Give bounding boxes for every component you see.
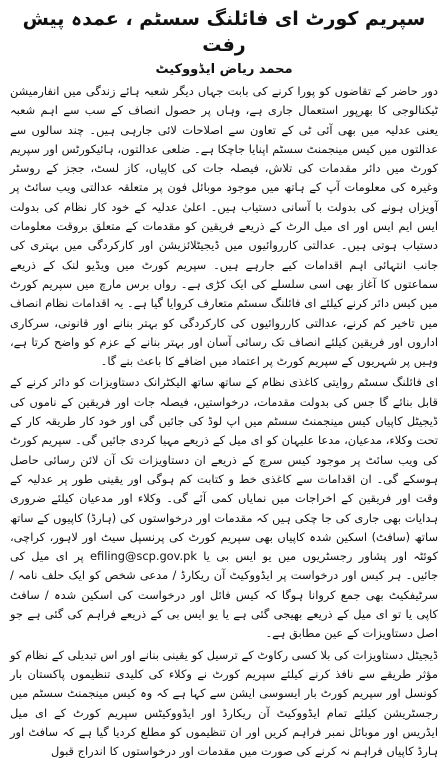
article-body xyxy=(10,82,438,761)
article-headline: سپریم کورٹ ای فائلنگ سسٹم ، عمدہ پیش رفت xyxy=(22,8,426,56)
article-paragraph-1: دور حاضر کے تقاضوں کو پورا کرنے کی بابت جہاں دیگر شعبہ ہائے زندگی میں انفارمیشن ٹیکنالوجی کا بھرپور استعمال جاری ہے، وہاں پر حصول انصاف کے سب سے اہم شعبہ یعنی عدلیہ میں بھی آئی ٹی کے تعاون سے اصلاحات لائی جارہی ہیں۔ چند سالوں سے عدالتوں میں کیس مینجمنٹ سسٹم اپنایا جاچکا ہے۔ ضلعی عدالتوں، ہائیکورٹس اور سپریم کورٹ میں دائر مقدمات کی تلاش، فیصلہ جات کی کاپیاں، کاز لسٹ، ججز کے روسٹر وغیرہ کی معلومات آپ کے ہاتھ میں موجود موبائل فون پر متعلقہ عدالتی ویب سائٹ پر آویزاں ہونے کی بدولت با آسانی دستیاب ہیں۔ اعلیٰ عدلیہ کے خود کار نظام کی بدولت ایس ایم ایس اور ای میل الرٹ کے ذریعے فریقین کو مقدمات کے متعلق بروقت معلومات دستیاب ہوتی ہیں۔ عدالتی کارروائیوں میں ڈیجیٹلائزیشن اور کارکردگی میں بہتری کی جانب انتہائی اہم اقدامات کیے جارہے ہیں۔ سپریم کورٹ میں ویڈیو لنک کے ذریعے سماعتوں کا آغاز بھی اسی سلسلے کی ایک کڑی ہے۔ رواں برس مارچ میں سپریم کورٹ میں کیس دائر کرنے کیلئے ای فائلنگ سسٹم متعارف کروایا گیا ہے۔ یہ اقدامات نظام انصاف میں تاخیر کم کرنے، عدالتی کارروائیوں کی کارکردگی کو بہتر بنانے اور قانونی، سرکاری اداروں اور فریقین کیلئے انصاف تک رسائی آسان اور بہتر بنانے کے عزم کو واضح کرتا ہے، وہیں پر شہریوں کے سپریم کورٹ پر اعتماد میں اضافے کا باعث بنے گا۔ xyxy=(10,84,438,369)
article-byline: محمد ریاض ایڈووکیٹ xyxy=(155,62,293,77)
article-paragraph-2: ای فائلنگ سسٹم روایتی کاغذی نظام کے ساتھ ساتھ الیکٹرانک دستاویزات کو دائر کرنے کے قابل بنائے گا جس کی بدولت مقدمات، درخواستیں، فیصلہ جات اور فریقین کے ناموں کی ڈیجیٹل کاپیاں کیس مینجمنٹ سسٹم میں اپ لوڈ کی جائیں گی اور خود کار طریقہ کار کے تحت وکلاء، مدعیان، مدعا علیہان کو ای میل کے ذریعے مہیا کردی جائیں گی۔ سپریم کورٹ کی ویب سائٹ پر موجود کیس سرچ کے ذریعے ان دستاویزات تک آن لائن رسائی حاصل ہوسکے گی۔ ان اقدامات سے کاغذی خط و کتابت کم ہوگی اور یقینی طور پر عدلیہ کے وقت اور فریقین کے اخراجات میں نمایاں کمی آئے گی۔ وکلاء اور مدعیان کیلئے ضروری ہدایات بھی جاری کی جا چکی ہیں کہ مقدمات اور درخواستوں کی (ہارڈ) کاپیوں کے ساتھ ساتھ (سافٹ) اسکین شدہ کاپیاں بھی سپریم کورٹ کی پرنسپل سیٹ اور لاہور، کراچی، کوئٹہ اور پشاور رجسٹریوں میں یو ایس بی یا efiling@scp.gov.pk پر ای میل کی جائیں۔ ہر کیس اور درخواست پر ایڈووکیٹ آن ریکارڈ / مدعی شخص کو ایک حلف نامہ / سرٹیفکیٹ بھی جمع کروانا ہوگا کہ کیس فائل اور درخواست کی اسکین شدہ / سافٹ کاپی یا تو ای میل کے ذریعے بھیجی گئی ہے یا یو ایس بی کے ذریعے فراہم کی گئی ہے جو اصل دستاویزات کے عین مطابق ہے۔ xyxy=(10,375,438,641)
article-paragraph-3: ڈیجیٹل دستاویزات کی بلا کسی رکاوٹ کے ترسیل کو یقینی بنانے اور اس تبدیلی کے نظام کو مؤثر طریقے سے نافذ کرنے کیلئے سپریم کورٹ نے وکلاء کی کلیدی تنظیموں پاکستان بار کونسل اور سپریم کورٹ بار ایسوسی ایشن سے کہا ہے کہ وہ کیس مینجمنٹ سسٹم میں رجسٹریشن کیلئے تمام ایڈووکیٹ آن ریکارڈ اور ایڈووکیٹس سپریم کورٹ کے ای میل ایڈریس اور موبائل نمبر فراہم کریں اور ان تنظیموں کو مطلع کردیا گیا ہے کہ سافٹ اور ہارڈ کاپیاں فراہم نہ کرنے کی صورت میں مقدمات اور درخواستوں کا اندراج قبول xyxy=(10,647,438,759)
